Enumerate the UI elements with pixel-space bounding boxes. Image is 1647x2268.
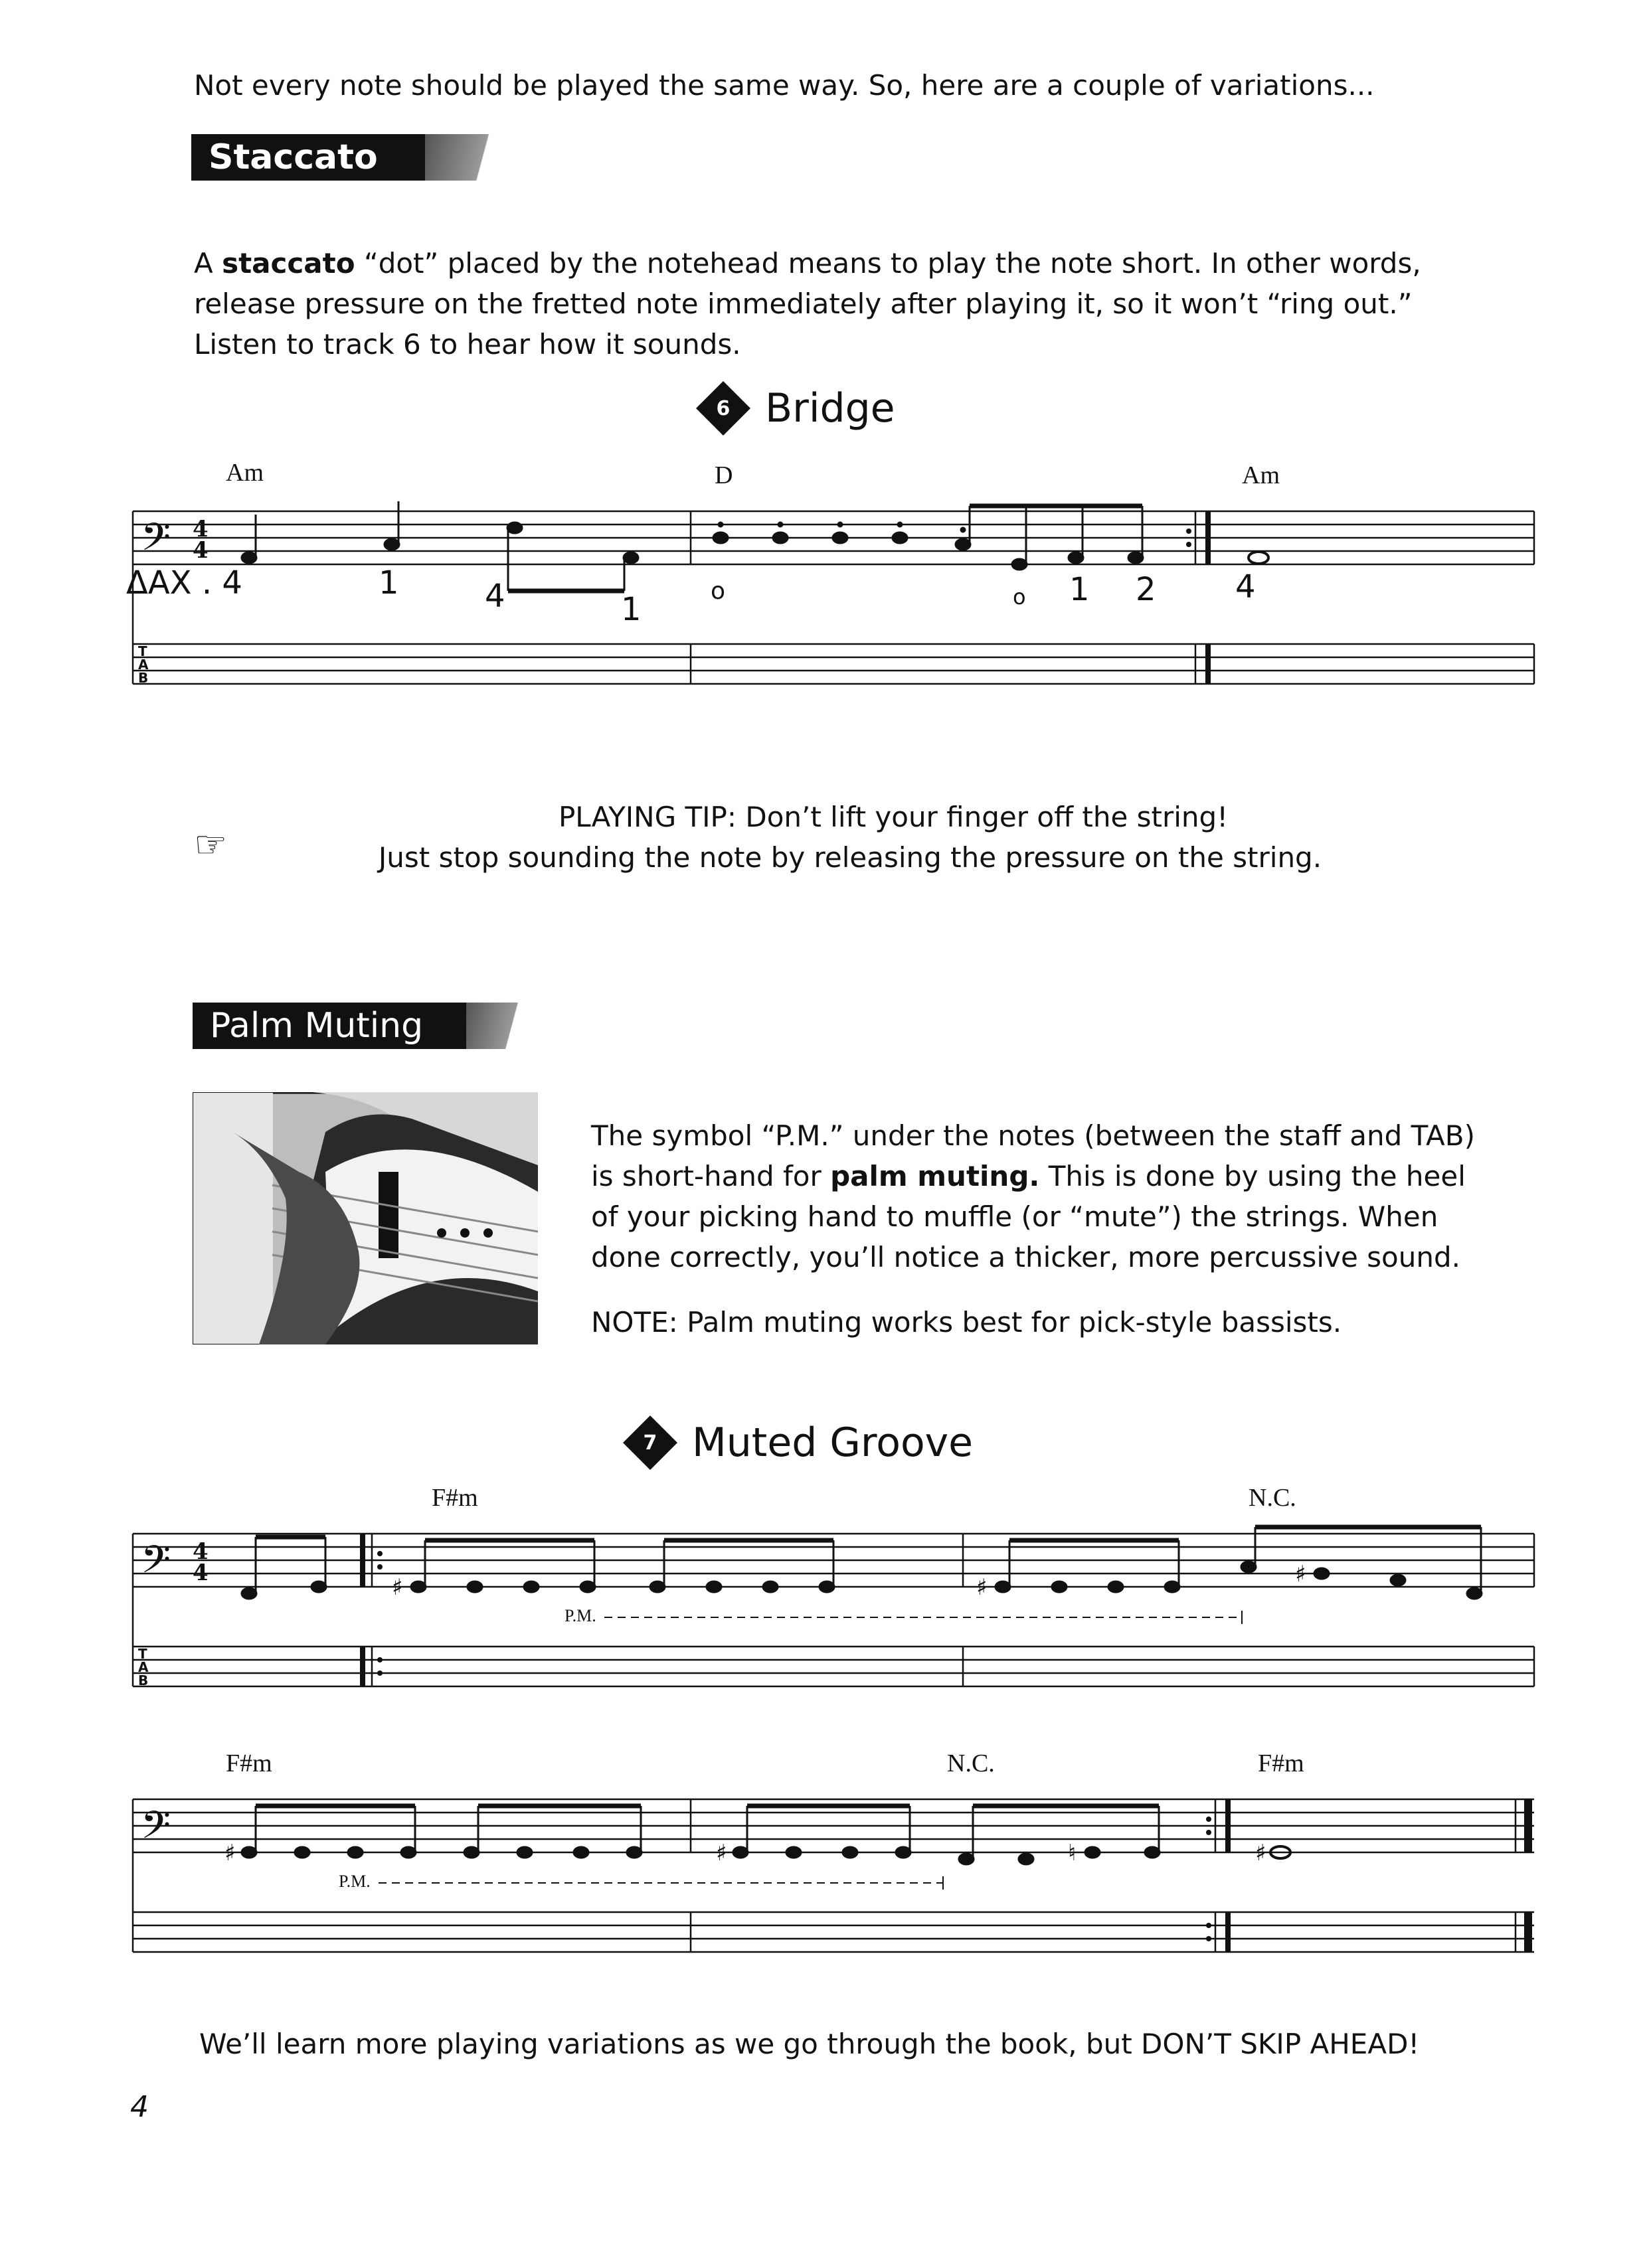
handwritten-annotation: o	[1013, 584, 1026, 609]
staccato-text-3: Listen to track 6 to hear how it sounds.	[194, 328, 741, 361]
svg-text:T: T	[138, 1646, 147, 1662]
chord-symbol: N.C.	[947, 1749, 995, 1777]
svg-text:A: A	[138, 657, 149, 673]
example-6-title	[704, 385, 895, 432]
muted-groove-notation-row-2	[126, 1779, 1541, 1979]
chord-symbol: D	[715, 461, 733, 489]
pm-marker: P.M.	[564, 1606, 596, 1625]
svg-text:𝄢: 𝄢	[141, 1803, 171, 1857]
bridge-notation	[126, 491, 1541, 717]
svg-text:4: 4	[193, 537, 209, 564]
palm-term: palm muting.	[830, 1160, 1040, 1192]
svg-text:♯: ♯	[1295, 1561, 1306, 1587]
svg-text:♯: ♯	[392, 1574, 403, 1601]
palm-muting-photo	[193, 1092, 538, 1344]
staccato-text-2: release pressure on the fretted note immediately after playing it, so it won’t “ring out.”	[194, 287, 1413, 320]
page-number: 4	[130, 2090, 149, 2124]
playing-tip	[359, 797, 1342, 878]
handwritten-annotation: o	[711, 578, 726, 605]
tip-line-2: Just stop sounding the note by releasing the pressure on the string.	[378, 841, 1322, 874]
palm-muting-heading	[193, 1003, 479, 1049]
chord-symbol: F#m	[1258, 1749, 1304, 1777]
tip-line-1: PLAYING TIP: Don’t lift your finger off the string!	[558, 801, 1229, 833]
handwritten-annotation: 4	[1235, 568, 1256, 606]
handwritten-annotation: 1	[621, 591, 642, 628]
svg-text:♯: ♯	[224, 1840, 236, 1866]
palm-text-4: done correctly, you’ll notice a thicker, more percussive sound.	[591, 1241, 1460, 1273]
handwritten-annotation: ΔAX . 4	[126, 564, 242, 602]
chord-symbol: Am	[226, 459, 264, 487]
staccato-paragraph	[194, 243, 1456, 364]
svg-text:♮: ♮	[1068, 1840, 1077, 1866]
handwritten-annotation: 1	[379, 564, 399, 602]
palm-muting-paragraph	[591, 1115, 1534, 1342]
track-number-icon: 7	[623, 1416, 677, 1470]
palm-muting-heading-label: Palm Muting	[210, 1006, 424, 1046]
example-7-title-text: Muted Groove	[692, 1419, 974, 1466]
svg-text:4: 4	[193, 516, 209, 542]
staccato-text-a: A	[194, 247, 213, 280]
chord-symbol: F#m	[226, 1749, 272, 1777]
handwritten-annotation: 2	[1136, 571, 1156, 608]
chord-symbol: F#m	[432, 1484, 478, 1512]
palm-note: NOTE: Palm muting works best for pick-style bassists.	[591, 1306, 1342, 1338]
staccato-heading-label: Staccato	[209, 137, 378, 177]
example-6-title-text: Bridge	[765, 385, 895, 432]
handwritten-annotation: 4	[485, 578, 505, 615]
svg-text:A: A	[138, 1659, 149, 1675]
pm-marker: P.M.	[339, 1872, 371, 1891]
palm-text-1: The symbol “P.M.” under the notes (between the staff and TAB)	[591, 1119, 1475, 1152]
chord-symbol: Am	[1242, 461, 1280, 489]
svg-text:T: T	[138, 643, 147, 659]
palm-text-2b: This is done by using the heel	[1048, 1160, 1466, 1192]
svg-text:B: B	[138, 1672, 149, 1688]
svg-text:♯: ♯	[976, 1574, 988, 1601]
staccato-term: staccato	[222, 247, 355, 280]
muted-groove-notation-row-1	[126, 1514, 1541, 1720]
example-7-title	[631, 1419, 973, 1466]
palm-text-3: of your picking hand to muffle (or “mute”) the strings. When	[591, 1200, 1438, 1233]
palm-text-2a: is short-hand for	[591, 1160, 822, 1192]
svg-text:B: B	[138, 670, 149, 686]
track-number-icon: 6	[696, 381, 750, 436]
svg-text:♯: ♯	[716, 1840, 727, 1866]
svg-text:𝄢: 𝄢	[141, 1537, 171, 1591]
svg-text:4: 4	[193, 1538, 209, 1565]
chord-symbol: N.C.	[1249, 1484, 1296, 1512]
svg-text:♯: ♯	[1255, 1840, 1266, 1866]
pointing-hand-icon: ☞	[194, 823, 228, 866]
staccato-text-b: “dot” placed by the notehead means to play the note short. In other words,	[363, 247, 1421, 280]
svg-text:𝄢: 𝄢	[141, 515, 171, 569]
handwritten-annotation: 1	[1069, 571, 1090, 608]
intro-text: Not every note should be played the same way. So, here are a couple of variations...	[194, 69, 1375, 102]
svg-text:4: 4	[193, 1560, 209, 1586]
staccato-heading	[191, 134, 438, 181]
closing-text: We’ll learn more playing variations as we go through the book, but DON’T SKIP AHEAD!	[199, 2028, 1420, 2060]
